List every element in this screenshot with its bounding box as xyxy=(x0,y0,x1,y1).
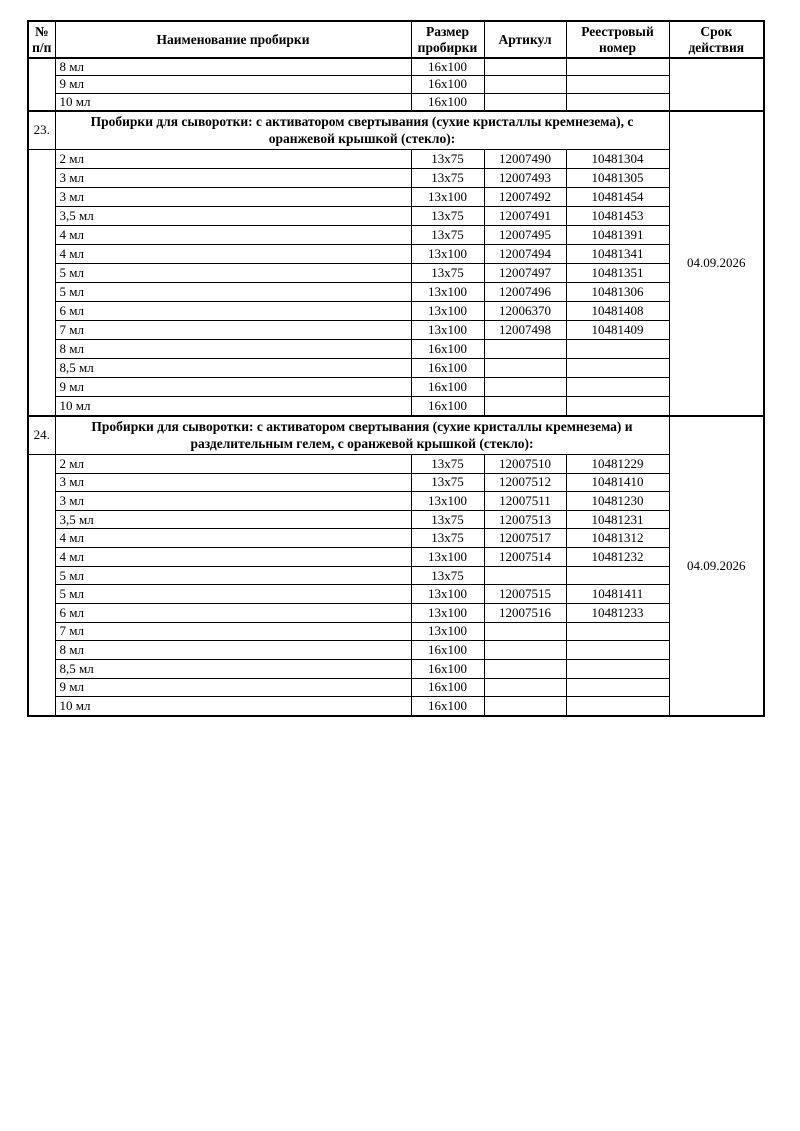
tube-row xyxy=(28,263,764,282)
tube-size-cell: 13x75 xyxy=(411,529,484,548)
article-cell: 12007514 xyxy=(484,548,566,567)
registry-cell xyxy=(566,566,669,585)
tube-name-cell: 8 мл xyxy=(55,58,411,76)
tube-name-cell: 3 мл xyxy=(55,492,411,511)
col-header-validity xyxy=(669,21,764,58)
tube-size-cell: 13x100 xyxy=(411,244,484,263)
col-header-registry-line1: Реестровый xyxy=(581,23,654,39)
tube-size-cell: 16x100 xyxy=(411,697,484,716)
tube-size-cell: 16x100 xyxy=(411,377,484,396)
section-title-line: оранжевой крышкой (стекло): xyxy=(268,131,456,147)
tube-name-cell: 5 мл xyxy=(55,282,411,301)
registry-cell xyxy=(566,93,669,111)
tube-row xyxy=(28,168,764,187)
registry-cell: 10481306 xyxy=(566,282,669,301)
tube-name-cell: 8 мл xyxy=(55,339,411,358)
tube-name-cell: 10 мл xyxy=(55,93,411,111)
tube-row xyxy=(28,244,764,263)
registry-cell: 10481229 xyxy=(566,454,669,473)
registry-cell xyxy=(566,377,669,396)
registry-cell xyxy=(566,339,669,358)
tube-row xyxy=(28,566,764,585)
tube-size-cell: 13x75 xyxy=(411,206,484,225)
table-body xyxy=(28,58,764,716)
tube-row xyxy=(28,396,764,416)
tube-name-cell: 3 мл xyxy=(55,168,411,187)
tube-row xyxy=(28,585,764,604)
col-header-article: Артикул xyxy=(484,21,566,58)
tube-name-cell: 10 мл xyxy=(55,396,411,416)
carryover-row xyxy=(28,76,764,93)
tube-size-cell: 13x75 xyxy=(411,225,484,244)
registry-cell: 10481410 xyxy=(566,473,669,492)
col-header-registry xyxy=(566,21,669,58)
section-title-line: Пробирки для сыворотки: с активатором свертывания (сухие кристаллы кремнезема), с xyxy=(90,114,634,130)
tube-name-cell: 2 мл xyxy=(55,149,411,168)
tube-size-cell: 16x100 xyxy=(411,339,484,358)
tube-row xyxy=(28,529,764,548)
registry-cell xyxy=(566,697,669,716)
registry-cell xyxy=(566,76,669,93)
article-cell xyxy=(484,641,566,660)
tube-registry-table xyxy=(27,20,765,717)
article-cell xyxy=(484,377,566,396)
tube-row xyxy=(28,282,764,301)
tube-row xyxy=(28,622,764,641)
registry-cell: 10481230 xyxy=(566,492,669,511)
tube-size-cell: 13x75 xyxy=(411,263,484,282)
tube-size-cell: 13x100 xyxy=(411,301,484,320)
registry-cell xyxy=(566,659,669,678)
tube-row xyxy=(28,454,764,473)
tube-size-cell: 16x100 xyxy=(411,678,484,697)
registry-cell: 10481233 xyxy=(566,604,669,623)
col-header-registry-line2: номер xyxy=(599,39,636,55)
registry-cell xyxy=(566,358,669,377)
section-title-line: Пробирки для сыворотки: с активатором свертывания (сухие кристаллы кремнезема) и xyxy=(91,419,633,435)
tube-row xyxy=(28,320,764,339)
col-header-num xyxy=(28,21,55,58)
section-number-cell: 24. xyxy=(28,416,55,455)
tube-size-cell: 13x100 xyxy=(411,548,484,567)
article-cell xyxy=(484,622,566,641)
tube-name-cell: 5 мл xyxy=(55,263,411,282)
tube-row xyxy=(28,510,764,529)
col-header-name: Наименование пробирки xyxy=(55,21,411,58)
tube-row xyxy=(28,301,764,320)
article-cell xyxy=(484,76,566,93)
tube-name-cell: 6 мл xyxy=(55,301,411,320)
tube-row xyxy=(28,604,764,623)
article-cell xyxy=(484,659,566,678)
tube-row xyxy=(28,659,764,678)
col-header-size-line1: Размер xyxy=(426,23,469,39)
tube-row xyxy=(28,339,764,358)
article-cell: 12007490 xyxy=(484,149,566,168)
article-cell xyxy=(484,339,566,358)
registry-cell: 10481341 xyxy=(566,244,669,263)
registry-cell xyxy=(566,678,669,697)
article-cell: 12007517 xyxy=(484,529,566,548)
tube-name-cell: 3 мл xyxy=(55,187,411,206)
article-cell: 12007516 xyxy=(484,604,566,623)
article-cell: 12007510 xyxy=(484,454,566,473)
tube-row xyxy=(28,149,764,168)
tube-size-cell: 13x100 xyxy=(411,585,484,604)
section-title-cell xyxy=(55,111,669,150)
tube-name-cell: 2 мл xyxy=(55,454,411,473)
tube-row xyxy=(28,678,764,697)
article-cell: 12007515 xyxy=(484,585,566,604)
registry-cell: 10481454 xyxy=(566,187,669,206)
article-cell xyxy=(484,93,566,111)
tube-size-cell: 13x100 xyxy=(411,187,484,206)
article-cell xyxy=(484,358,566,377)
tube-name-cell: 3,5 мл xyxy=(55,510,411,529)
tube-row xyxy=(28,641,764,660)
article-cell: 12007497 xyxy=(484,263,566,282)
article-cell: 12007494 xyxy=(484,244,566,263)
registry-cell: 10481305 xyxy=(566,168,669,187)
article-cell: 12007512 xyxy=(484,473,566,492)
tube-name-cell: 3,5 мл xyxy=(55,206,411,225)
tube-name-cell: 5 мл xyxy=(55,566,411,585)
registry-cell: 10481231 xyxy=(566,510,669,529)
tube-size-cell: 13x75 xyxy=(411,168,484,187)
article-cell: 12007511 xyxy=(484,492,566,511)
col-header-num-line1: № xyxy=(34,23,49,39)
registry-cell xyxy=(566,396,669,416)
tube-name-cell: 4 мл xyxy=(55,529,411,548)
tube-name-cell: 4 мл xyxy=(55,548,411,567)
article-cell: 12007491 xyxy=(484,206,566,225)
row-number-cell xyxy=(28,149,55,416)
registry-cell: 10481408 xyxy=(566,301,669,320)
article-cell xyxy=(484,678,566,697)
article-cell: 12007513 xyxy=(484,510,566,529)
col-header-size-line2: пробирки xyxy=(417,39,478,55)
tube-name-cell: 8 мл xyxy=(55,641,411,660)
tube-size-cell: 13x75 xyxy=(411,454,484,473)
registry-cell xyxy=(566,641,669,660)
carryover-row xyxy=(28,58,764,76)
tube-size-cell: 13x75 xyxy=(411,510,484,529)
row-number-cell xyxy=(28,454,55,715)
registry-cell: 10481411 xyxy=(566,585,669,604)
tube-size-cell: 16x100 xyxy=(411,93,484,111)
tube-size-cell: 13x100 xyxy=(411,282,484,301)
validity-cell: 04.09.2026 xyxy=(669,416,764,716)
registry-cell xyxy=(566,58,669,76)
col-header-size xyxy=(411,21,484,58)
registry-cell: 10481409 xyxy=(566,320,669,339)
article-cell: 12007492 xyxy=(484,187,566,206)
tube-size-cell: 16x100 xyxy=(411,641,484,660)
article-cell: 12006370 xyxy=(484,301,566,320)
tube-row xyxy=(28,697,764,716)
tube-name-cell: 3 мл xyxy=(55,473,411,492)
tube-name-cell: 4 мл xyxy=(55,244,411,263)
tube-row xyxy=(28,377,764,396)
tube-row xyxy=(28,225,764,244)
tube-size-cell: 16x100 xyxy=(411,358,484,377)
tube-name-cell: 8,5 мл xyxy=(55,659,411,678)
tube-size-cell: 16x100 xyxy=(411,659,484,678)
tube-name-cell: 4 мл xyxy=(55,225,411,244)
tube-size-cell: 16x100 xyxy=(411,58,484,76)
tube-name-cell: 9 мл xyxy=(55,377,411,396)
article-cell xyxy=(484,697,566,716)
tube-name-cell: 8,5 мл xyxy=(55,358,411,377)
tube-name-cell: 5 мл xyxy=(55,585,411,604)
table-header-row xyxy=(28,21,764,58)
validity-cell xyxy=(669,58,764,111)
tube-row xyxy=(28,206,764,225)
validity-cell: 04.09.2026 xyxy=(669,111,764,416)
tube-size-cell: 13x100 xyxy=(411,492,484,511)
tube-size-cell: 16x100 xyxy=(411,396,484,416)
section-title-cell xyxy=(55,416,669,455)
article-cell xyxy=(484,566,566,585)
tube-size-cell: 16x100 xyxy=(411,76,484,93)
registry-cell: 10481312 xyxy=(566,529,669,548)
tube-name-cell: 9 мл xyxy=(55,678,411,697)
tube-row xyxy=(28,492,764,511)
col-header-validity-line2: действия xyxy=(688,39,745,55)
tube-row xyxy=(28,358,764,377)
tube-name-cell: 6 мл xyxy=(55,604,411,623)
tube-name-cell: 7 мл xyxy=(55,320,411,339)
tube-size-cell: 13x75 xyxy=(411,149,484,168)
registry-cell xyxy=(566,622,669,641)
article-cell: 12007495 xyxy=(484,225,566,244)
section-number-cell: 23. xyxy=(28,111,55,150)
carryover-row xyxy=(28,93,764,111)
registry-cell: 10481453 xyxy=(566,206,669,225)
col-header-validity-line1: Срок xyxy=(700,23,733,39)
tube-row xyxy=(28,548,764,567)
article-cell: 12007493 xyxy=(484,168,566,187)
tube-size-cell: 13x100 xyxy=(411,622,484,641)
registry-cell: 10481232 xyxy=(566,548,669,567)
tube-size-cell: 13x75 xyxy=(411,473,484,492)
registry-cell: 10481304 xyxy=(566,149,669,168)
tube-name-cell: 7 мл xyxy=(55,622,411,641)
col-header-num-line2: п/п xyxy=(32,39,52,55)
registry-cell: 10481391 xyxy=(566,225,669,244)
registry-cell: 10481351 xyxy=(566,263,669,282)
section-title-line: разделительным гелем, с оранжевой крышкой (стекло): xyxy=(190,436,534,452)
article-cell xyxy=(484,58,566,76)
row-number-cell xyxy=(28,58,55,111)
article-cell xyxy=(484,396,566,416)
tube-size-cell: 13x100 xyxy=(411,604,484,623)
article-cell: 12007496 xyxy=(484,282,566,301)
tube-row xyxy=(28,473,764,492)
section-header-row xyxy=(28,111,764,150)
article-cell: 12007498 xyxy=(484,320,566,339)
tube-size-cell: 13x75 xyxy=(411,566,484,585)
tube-name-cell: 10 мл xyxy=(55,697,411,716)
tube-row xyxy=(28,187,764,206)
tube-size-cell: 13x100 xyxy=(411,320,484,339)
tube-name-cell: 9 мл xyxy=(55,76,411,93)
section-header-row xyxy=(28,416,764,455)
